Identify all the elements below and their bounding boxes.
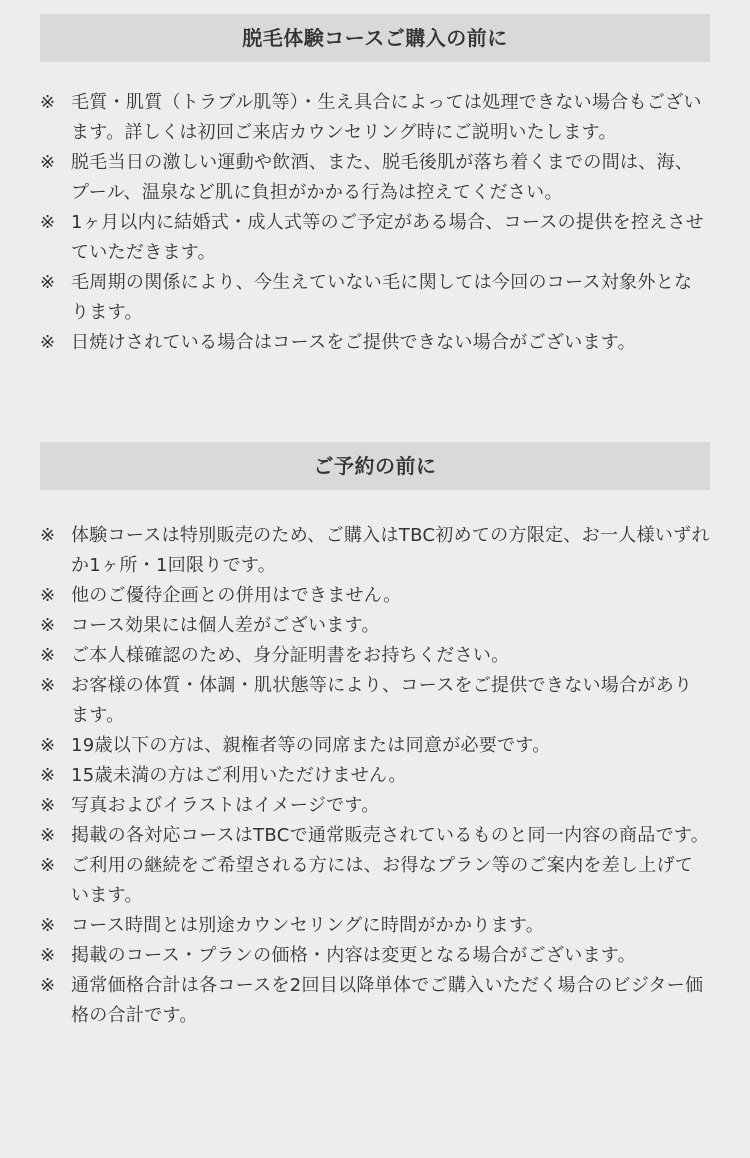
section-before-purchase: [40, 14, 710, 358]
note-mark: ※: [40, 735, 56, 756]
note-text: 脱毛当日の激しい運動や飲酒、また、脱毛後肌が落ち着くまでの間は、海、プール、温泉など肌に負担がかかる行為は控えてください。: [71, 152, 694, 203]
note-mark: ※: [40, 975, 56, 996]
note-mark: ※: [40, 645, 56, 666]
note-mark: ※: [40, 855, 56, 876]
note-mark: ※: [40, 585, 56, 606]
note-mark: ※: [40, 272, 56, 293]
note-mark: ※: [40, 675, 56, 696]
note-item: [40, 821, 710, 851]
section-heading: 脱毛体験コースご購入の前に: [40, 14, 710, 62]
note-item: [40, 268, 710, 328]
note-mark: ※: [40, 795, 56, 816]
note-item: [40, 761, 710, 791]
note-text: 日焼けされている場合はコースをご提供できない場合がございます。: [71, 332, 636, 353]
note-item: [40, 88, 710, 148]
note-item: [40, 611, 710, 641]
section-before-reservation: [40, 442, 710, 1031]
note-text: 毛質・肌質（トラブル肌等）・生え具合によっては処理できない場合もございます。詳しくは初回ご来店カウンセリング時にご説明いたします。: [71, 92, 702, 143]
note-text: コース時間とは別途カウンセリングに時間がかかります。: [71, 915, 545, 936]
note-mark: ※: [40, 92, 56, 113]
note-text: 通常価格合計は各コースを2回目以降単体でご購入いただく場合のビジター価格の合計です。: [71, 975, 704, 1026]
note-item: [40, 208, 710, 268]
note-mark: ※: [40, 765, 56, 786]
note-mark: ※: [40, 525, 56, 546]
note-item: [40, 148, 710, 208]
note-item: [40, 911, 710, 941]
note-item: [40, 731, 710, 761]
note-item: [40, 971, 710, 1031]
note-item: [40, 851, 710, 911]
note-text: 15歳未満の方はご利用いただけません。: [71, 765, 407, 786]
note-text: お客様の体質・体調・肌状態等により、コースをご提供できない場合があります。: [71, 675, 693, 726]
note-mark: ※: [40, 615, 56, 636]
note-list: [40, 88, 710, 358]
note-item: [40, 941, 710, 971]
note-text: 写真およびイラストはイメージです。: [71, 795, 380, 816]
note-item: [40, 641, 710, 671]
note-item: [40, 581, 710, 611]
note-text: 1ヶ月以内に結婚式・成人式等のご予定がある場合、コースの提供を控えさせていただきます。: [71, 212, 705, 263]
note-mark: ※: [40, 212, 56, 233]
note-mark: ※: [40, 915, 56, 936]
note-item: [40, 791, 710, 821]
note-text: コース効果には個人差がございます。: [71, 615, 380, 636]
note-mark: ※: [40, 945, 56, 966]
note-item: [40, 328, 710, 358]
note-mark: ※: [40, 332, 56, 353]
note-text: 掲載の各対応コースはTBCで通常販売されているものと同一内容の商品です。: [71, 825, 710, 846]
section-heading: ご予約の前に: [40, 442, 710, 490]
note-text: 体験コースは特別販売のため、ご購入はTBC初めての方限定、お一人様いずれか1ヶ所・1回限りです。: [71, 525, 710, 576]
note-item: [40, 671, 710, 731]
note-text: ご利用の継続をご希望される方には、お得なプラン等のご案内を差し上げています。: [71, 855, 694, 906]
note-mark: ※: [40, 152, 56, 173]
note-mark: ※: [40, 825, 56, 846]
note-text: 掲載のコース・プランの価格・内容は変更となる場合がございます。: [71, 945, 636, 966]
note-list: [40, 521, 710, 1031]
note-text: 19歳以下の方は、親権者等の同席または同意が必要です。: [71, 735, 551, 756]
note-text: 毛周期の関係により、今生えていない毛に関しては今回のコース対象外となります。: [71, 272, 693, 323]
note-text: ご本人様確認のため、身分証明書をお持ちください。: [71, 645, 510, 666]
note-item: [40, 521, 710, 581]
note-text: 他のご優待企画との併用はできません。: [71, 585, 402, 606]
